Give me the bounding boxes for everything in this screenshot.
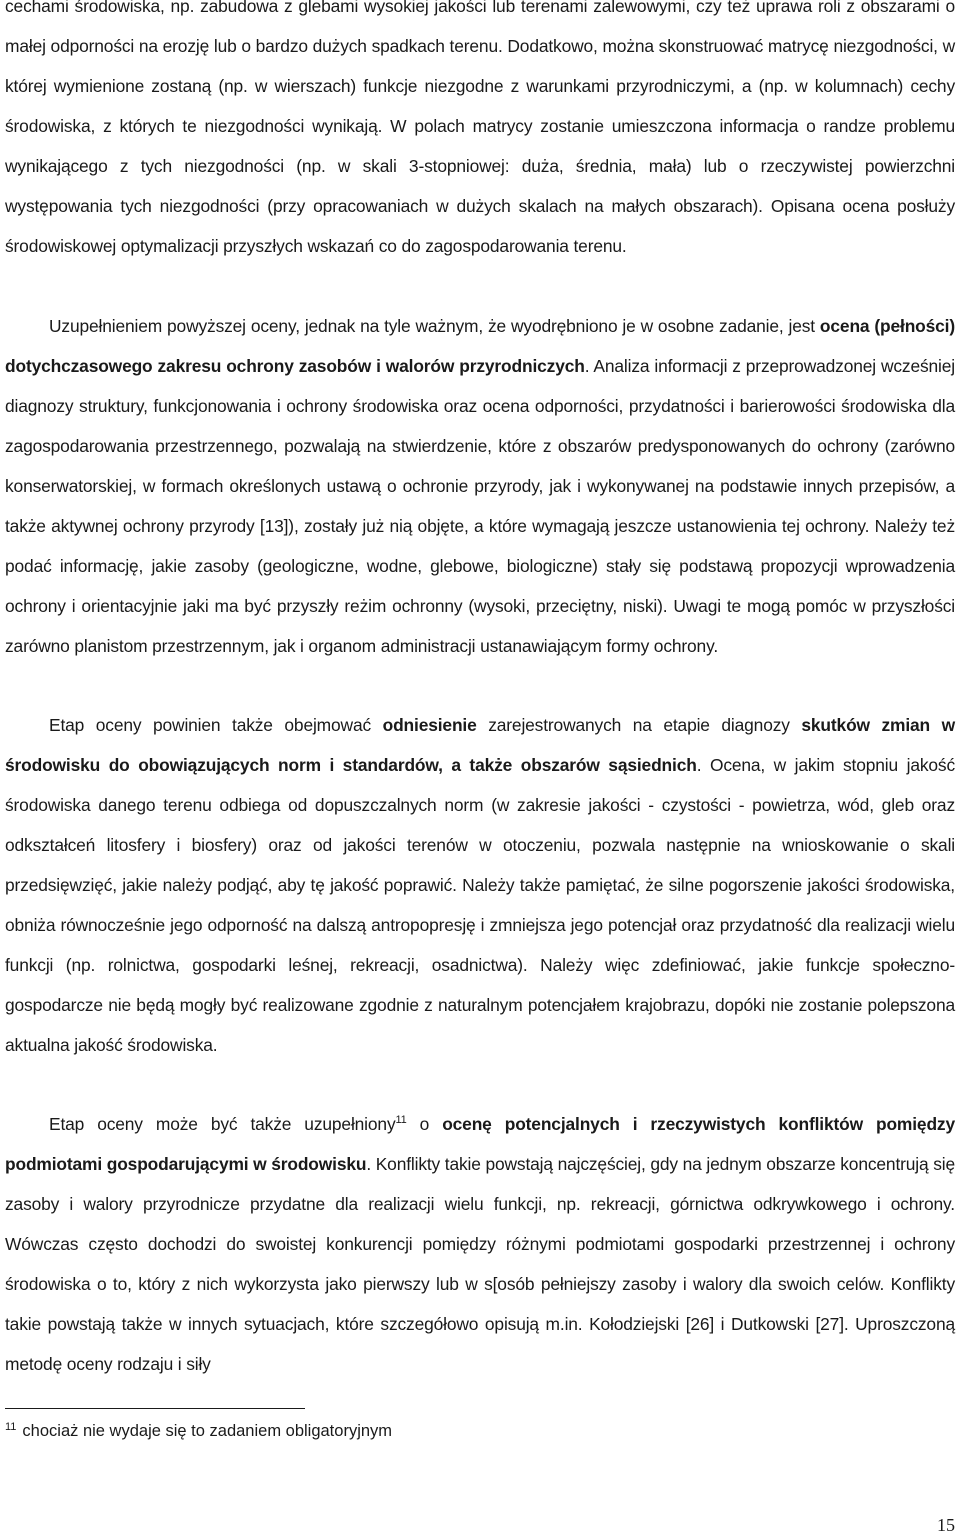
paragraph-3-text-b: zarejestrowanych na etapie diagnozy [476, 715, 802, 735]
paragraph-2-bold-a: ocena (pełności) dotychczasowego zakresu ochrony zasobów i walorów przyrodniczych [5, 316, 956, 376]
footnote [5, 1418, 905, 1444]
paragraph-3 [5, 705, 955, 1065]
paragraph-3-bold-a: odniesienie [382, 715, 477, 735]
paragraph-4-text-a: Etap oceny może być także uzupełniony [49, 1114, 396, 1134]
paragraph-2-text-b: . Analiza informacji z przeprowadzonej wcześniej diagnozy struktury, funkcjonowania i ochrony środowiska oraz ocena odporności, przydatności i barierowości środowiska dla zagospodarowania przestrzennego, pozwalają na stwierdzenie, które z obszarów predysponowanych do ochrony (zarówno konserwatorskiej, w formach określonych ustawą o ochronie przyrody, jak i wykonywanej na podstawie innych przepisów, a także aktywnej ochrony przyrody [13]), zostały już nią objęte, a które wymagają jeszcze ustanowienia tej ochrony. Należy też podać informację, jakie zasoby (geologiczne, wodne, glebowe, biologiczne) stały się podstawą propozycji wprowadzenia ochrony i orientacyjnie jaki ma być przyszły reżim ochronny (wysoki, przeciętny, niski). Uwagi te mogą pomóc w przyszłości zarówno planistom przestrzennym, jak i organom administracji ustanawiającym formy ochrony. [5, 356, 955, 656]
paragraph-4-bold-a: ocenę potencjalnych i rzeczywistych konfliktów pomiędzy podmiotami gospodarującymi w środowisku [5, 1114, 955, 1174]
page-number: 15 [937, 1515, 955, 1535]
paragraph-3-bold-b: skutków zmian w środowisku do obowiązujących norm i standardów, a także obszarów sąsiednich [5, 715, 955, 775]
paragraph-2 [5, 306, 955, 666]
paragraph-1 [5, 0, 955, 266]
footnote-number: 11 [5, 1420, 17, 1433]
paragraph-4-text-c: . Konflikty takie powstają najczęściej, gdy na jednym obszarze koncentrują się zasoby i walory przyrodnicze przydatne dla realizacji wielu funkcji, np. rekreacji, górnictwa odkrywkowego i ochrony. Wówczas często dochodzi do swoistej konkurencji pomiędzy różnymi podmiotami gospodarki przestrzennej i ochrony środowiska o to, który z nich wykorzysta jako pierwszy lub w s[osób pełniejszy zasoby i walory dla swoich celów. Konflikty takie powstają także w innych sytuacjach, które szczegółowo opisują m.in. Kołodziejski [26] i Dutkowski [27]. Uproszczoną metodę oceny rodzaju i siły [5, 1154, 955, 1374]
footnote-text: chociaż nie wydaje się to zadaniem obligatoryjnym [22, 1422, 393, 1440]
footnote-divider [5, 1408, 305, 1409]
paragraph-2-text-a: Uzupełnieniem powyższej oceny, jednak na tyle ważnym, że wyodrębniono je w osobne zadanie, jest [49, 316, 820, 336]
paragraph-4-text-b: o [406, 1114, 443, 1134]
paragraph-4 [5, 1104, 955, 1384]
paragraph-3-text-c: . Ocena, w jakim stopniu jakość środowiska danego terenu odbiega od dopuszczalnych norm (w zakresie jakości - czystości - powietrza, wód, gleb oraz odkształceń litosfery i biosfery) oraz od jakości terenów w otoczeniu, pozwala następnie na wnioskowanie o skali przedsięwzięć, jakie należy podjąć, aby tę jakość poprawić. Należy także pamiętać, że silne pogorszenie jakości środowiska, obniża równocześnie jego odporność na dalszą antropopresję i zmniejsza jego potencjał oraz przydatność dla realizacji wielu funkcji (np. rolnictwa, gospodarki leśnej, rekreacji, osadnictwa). Należy więc zdefiniować, jakie funkcje społeczno-gospodarcze nie będą mogły być realizowane zgodnie z naturalnym potencjałem krajobrazu, dopóki nie zostanie polepszona aktualna jakość środowiska. [5, 755, 955, 1055]
footnote-reference[interactable]: 11 [395, 1114, 407, 1127]
paragraph-3-text-a: Etap oceny powinien także obejmować [49, 715, 383, 735]
paragraph-1-text: cechami środowiska, np. zabudowa z glebami wysokiej jakości lub terenami zalewowymi, czy też uprawa roli z obszarami o małej odporności na erozję lub o bardzo dużych spadkach terenu. Dodatkowo, można skonstruować matrycę niezgodności, w której wymienione zostaną (np. w wierszach) funkcje niezgodne z warunkami przyrodniczymi, a (np. w kolumnach) cechy środowiska, z których te niezgodności wynikają. W polach matrycy zostanie umieszczona informacja o randze problemu wynikającego z tych niezgodności (np. w skali 3-stopniowej: duża, średnia, mała) lub o rzeczywistej powierzchni występowania tych niezgodności (przy opracowaniach w dużych skalach na małych obszarach). Opisana ocena posłuży środowiskowej optymalizacji przyszłych wskazań co do zagospodarowania terenu. [5, 0, 955, 256]
